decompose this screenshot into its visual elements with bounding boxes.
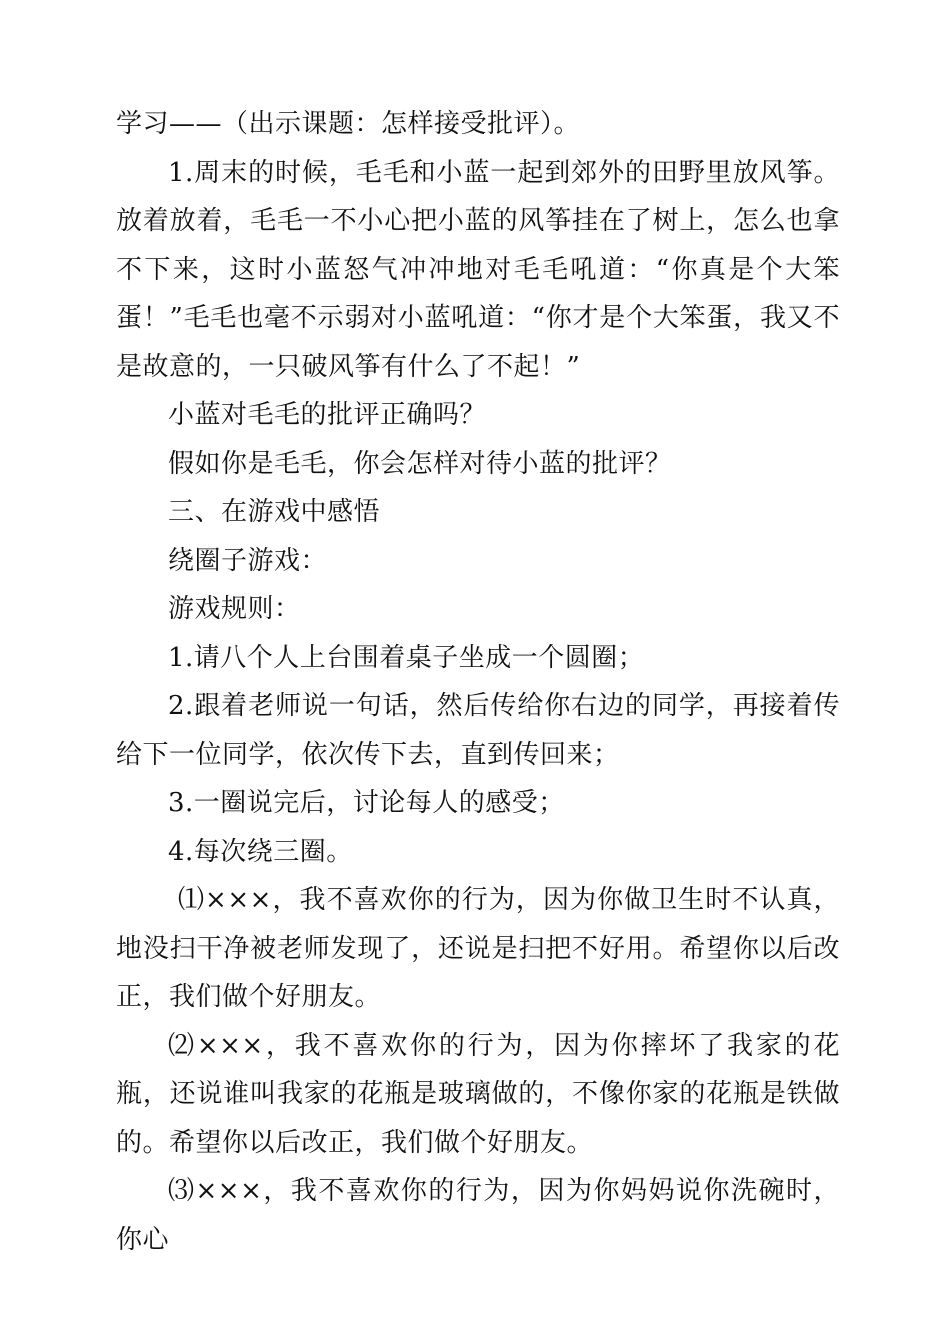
paragraph-game-title: 绕圈子游戏：: [168, 545, 328, 576]
document-body: [116, 100, 840, 1264]
rule-item-1: 1.请八个人上台围着桌子坐成一个圆圈；: [168, 642, 645, 673]
rule-item-2: 2.跟着老师说一句话，然后传给你右边的同学，再接着传给下一位同学，依次传下去，直到传回来；: [116, 691, 840, 770]
paragraph-rules-title: 游戏规则：: [168, 594, 301, 624]
paragraph-story: 1.周末的时候，毛毛和小蓝一起到郊外的田野里放风筝。放着放着，毛毛一不小心把小蓝的风筝挂在了树上，怎么也拿不下来，这时小蓝怒气冲冲地对毛毛吼道：“你真是个大笨蛋！”毛毛也毫不示弱对小蓝吼道：“你才是个大笨蛋，我又不是故意的，一只破风筝有什么了不起！”: [116, 157, 840, 382]
example-item-3: ⑶×××，我不喜欢你的行为，因为你妈妈说你洗碗时，你心: [116, 1176, 840, 1255]
paragraph-intro: 学习——（出示课题：怎样接受批评）。: [116, 109, 581, 139]
section-heading: 三、在游戏中感悟: [168, 497, 381, 527]
rule-item-3: 3.一圈说完后，讨论每人的感受；: [168, 788, 565, 818]
example-item-2: ⑵×××，我不喜欢你的行为，因为你摔坏了我家的花瓶，还说谁叫我家的花瓶是玻璃做的，不像你家的花瓶是铁做的。希望你以后改正，我们做个好朋友。: [116, 1030, 840, 1158]
example-item-1: ⑴×××，我不喜欢你的行为，因为你做卫生时不认真，地没扫干净被老师发现了，还说是扫把不好用。希望你以后改正，我们做个好朋友。: [116, 885, 840, 1012]
paragraph-question-1: 小蓝对毛毛的批评正确吗？: [168, 400, 487, 430]
paragraph-question-2: 假如你是毛毛，你会怎样对待小蓝的批评？: [168, 448, 672, 479]
rule-item-4: 4.每次绕三圈。: [168, 836, 353, 867]
